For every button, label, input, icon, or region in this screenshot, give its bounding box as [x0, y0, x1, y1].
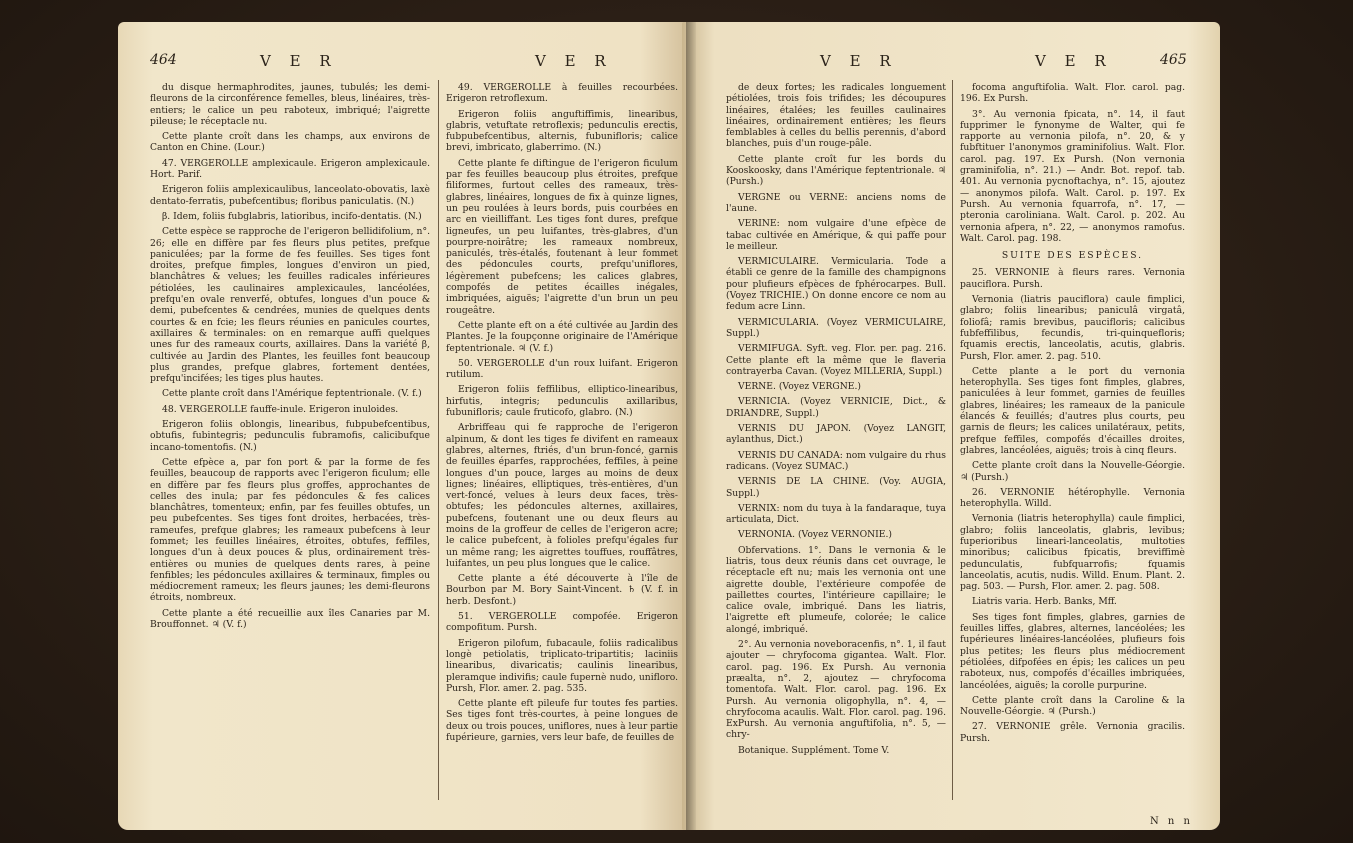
- paragraph: 2°. Au vernonia noveboracenfis, n°. 1, il faut ajouter — chryfocoma gigantea. Walt. Flor. carol. pag. 196. Ex Pursh. Au vernonia præalta, n°. 2, ajoutez — chryfocoma tomentofa. Walt. Flor. carol. pag. 196. Ex Pursh. Au vernonia oligophylla, n°. 4, — chryfocoma acaulis. Walt. Flor. carol. pag. 196. ExPursh. Au vernonia anguftifolia, n°. 5, — chry-: [726, 639, 946, 741]
- paragraph: VERNE. (Voyez VERGNE.): [738, 381, 861, 393]
- paragraph: 3°. Au vernonia fpicata, n°. 14, il faut fupprimer le fynonyme de Walter, qui fe rapporte au vernonia pilofa, n°. 20, & y fubftituer l'anonymos graminifolius. Walt. Flor. carol. pag. 197. Ex Pursh. (Non vernonia graminifolia, n°. 21.) — Andr. Bot. repof. tab. 401. Au vernonia pycnoftachya, n°. 15, ajoutez — anonymos pilofa. Walt. Carol. p. 197. Ex Pursh. Au vernonia fquarrofa, n°. 17, — pteronia caroliniana. Walt. Carol. p. 202. Au vernonia afpera, n°. 22, — anonymos ramofus. Walt. Carol. pag. 198.: [960, 108, 1185, 244]
- left-column-2: [446, 82, 678, 747]
- left-header-left: V E R: [260, 52, 338, 70]
- paragraph: VERNIS DU CANADA: nom vulgaire du rhus radicans. (Voyez SUMAC.): [726, 449, 946, 472]
- left-page-number: 464: [150, 52, 177, 68]
- right-column-rule: [952, 80, 953, 800]
- paragraph: SUITE DES ESPÈCES.: [1001, 250, 1144, 262]
- paragraph: Cette plante fe diftingue de l'erigeron ficulum par fes feuilles beaucoup plus étroites, prefque filiformes, furtout celles des rameaux, très-glabres, linéaires, longues de fix à quinze lignes, un peu roulées à leurs bords, puis courbées en arc en vieilliffant. Les tiges font dures, prefque ligneufes, un peu luifantes, très-glabres, d'un pourpre-noirâtre; les rameaux nombreux, paniculés, très-étalés, foutenant à leur fommet des pédoncules courts, prefqu'uniflores, légèrement pubefcens; les calices glabres, compofés de petites écailles inégales, imbriquées, aiguës; l'aigrette d'un brun un peu rougeâtre.: [446, 157, 678, 316]
- paragraph: VERNIS DU JAPON. (Voyez LANGIT, aylanthus, Dict.): [726, 423, 946, 446]
- paragraph: Ses tiges font fimples, glabres, garnies de feuilles liffes, glabres, alternes, lancéolées; les fupérieures linéaires-lancéolées, plufieurs fois plus petites; les fleurs plus médiocrement pétiolées, difpofées en épis; les calices un peu raboteux, nus, compofés d'écailles imbriquées, lancéolées, aiguës; la corolle purpurine.: [960, 611, 1185, 691]
- paragraph: Cette plante croît fur les bords du Kooskoosky, dans l'Amérique feptentrionale. ♃ (Pursh.): [726, 153, 946, 188]
- paragraph: VERMICULARIA. (Voyez VERMICULAIRE, Suppl.): [726, 316, 946, 339]
- paragraph: Erigeron foliis anguftiffimis, linearibus, glabris, vetuftate retroflexis; pedunculis erectis, fubpubefcentibus, alternis, fubunifloris; calice brevi, imbricato, glaberrimo. (N.): [446, 108, 678, 154]
- signature-mark: N n n: [1150, 816, 1193, 827]
- paragraph: Cette espèce se rapproche de l'erigeron bellidifolium, n°. 26; elle en diffère par fes fleurs plus petites, prefque paniculées; par la forme de fes feuilles. Ses tiges font droites, prefque fimples, longues d'environ un pied, blanchâtres & velues; les feuilles radicales inférieures pétiolées, les caulinaires amplexicaules, lancéolées, prefqu'en ovale renverfé, obtufes, longues d'un pouce & demi, pubefcentes & cendrées, munies de quelques dents courtes & en fcie; les fleurs réunies en panicules courtes, axillaires & terminales: on en remarque auffi quelques unes fur des rameaux courts, axillaires. Dans la variété β, cultivée au Jardin des Plantes, les feuilles font beaucoup plus grandes, prefque glabres, fortement dentées, prefqu'incifées; les tiges plus hautes.: [150, 226, 430, 385]
- paragraph: Cette plante a été découverte à l'île de Bourbon par M. Bory Saint-Vincent. ♄ (V. f. in herb. Desfont.): [446, 573, 678, 607]
- right-header-right: V E R: [1035, 52, 1113, 70]
- paragraph: VERGNE ou VERNE: anciens noms de l'aune.: [726, 191, 946, 214]
- paragraph: 49. VERGEROLLE à feuilles recourbées. Erigeron retroflexum.: [446, 82, 678, 105]
- paragraph: Vernonia (liatris heterophylla) caule fimplici, glabro; foliis lanceolatis, glabris, levibus; fuperioribus lineari-lanceolatis, multoties minoribus; calicibus fpicatis, breviffimè pedunculatis, fubfquarrofis; fquamis lanceolatis, acutis, nudis. Willd. Enum. Plant. 2. pag. 503. — Pursh, Flor. amer. 2. pag. 508.: [960, 513, 1185, 593]
- paragraph: 26. VERNONIE hétérophylle. Vernonia heterophylla. Willd.: [960, 486, 1185, 510]
- paragraph: 50. VERGEROLLE d'un roux luifant. Erigeron rutilum.: [446, 357, 678, 381]
- paragraph: Obfervations. 1°. Dans le vernonia & le liatris, tous deux réunis dans cet ouvrage, le réceptacle eft nu; mais les vernonia ont une aigrette double, l'extérieure compofée de paillettes courtes, l'intérieure capillaire; le calice ovale, imbriqué. Dans les liatris, l'aigrette eft plumeufe, colorée; le calice alongé, imbriqué.: [726, 544, 946, 635]
- paragraph: Arbriffeau qui fe rapproche de l'erigeron alpinum, & dont les tiges fe divifent en rameaux glabres, alternes, ftriés, d'un brun-foncé, garnis de feuilles éparfes, rapprochées, feffiles, à peine longues d'un pouce, larges au moins de deux lignes; linéaires, elliptiques, très-entières, d'un vert-foncé, velues à leurs deux faces, très-obtufes; les pédoncules alternes, axillaires, pubefcens, foutenant une ou deux fleurs au moins de la groffeur de celles de l'erigeron acre; le calice pubefcent, à folioles prefqu'égales fur un même rang; les aigrettes touffues, rouffâtres, luifantes, un peu plus longues que le calice.: [446, 422, 678, 569]
- paragraph: Cette plante croît dans la Nouvelle-Géorgie. ♃ (Pursh.): [960, 460, 1185, 483]
- paragraph: focoma anguftifolia. Walt. Flor. carol. pag. 196. Ex Pursh.: [960, 82, 1185, 105]
- paragraph: 47. VERGEROLLE amplexicaule. Erigeron amplexicaule. Hort. Parif.: [150, 157, 430, 181]
- paragraph: Cette plante a le port du vernonia heterophylla. Ses tiges font fimples, glabres, paniculées à leur fommet, garnies de feuilles glabres, linéaires; les rameaux de la panicule élancés & feuillés; d'autres plus courts, peu garnis de fleurs; les calices unilatéraux, petits, prefque feffiles, compofés d'écailles droites, glabres, lancéolées, aiguës; trois à cinq fleurs.: [960, 365, 1185, 456]
- paragraph: VERNIS DE LA CHINE. (Voy. AUGIA, Suppl.): [726, 476, 946, 499]
- paragraph: Cette plante eft pileufe fur toutes fes parties. Ses tiges font très-courtes, à peine longues de deux ou trois pouces, uniflores, nues à leur partie fupérieure, garnies, vers leur bafe, de feuilles de: [446, 698, 678, 744]
- paragraph: Erigeron pilofum, fubacaule, foliis radicalibus longè petiolatis, triplicato-tripartitis; laciniis linearibus, divaricatis; caulinis linearibus, pleramque indivifis; caule fupernè nudo, unifloro. Pursh, Flor. amer. 2. pag. 535.: [446, 637, 678, 694]
- right-page-number: 465: [1160, 52, 1187, 68]
- paragraph: Vernonia (liatris pauciflora) caule fimplici, glabro; foliis linearibus; paniculâ virgatâ, foliofâ; ramis brevibus, paucifloris; calicibus fubfeffilibus, fecundis, tri-quinquefloris; fquamis erectis, lanceolatis, acutis, glabris. Pursh, Flor. amer. 2. pag. 510.: [960, 294, 1185, 362]
- paragraph: VERNONIA. (Voyez VERNONIE.): [738, 529, 892, 541]
- paragraph: Cette plante eft on a été cultivée au Jardin des Plantes. Je la foupçonne originaire de l'Amérique feptentrionale. ♃ (V. f.): [446, 319, 678, 354]
- paragraph: Cette plante a été recueillie aux îles Canaries par M. Brouffonnet. ♃ (V. f.): [150, 607, 430, 631]
- paragraph: Erigeron foliis feffilibus, elliptico-linearibus, hirfutis, integris; pedunculis axillaribus, fubunifloris; caule fruticofo, glabro. (N.): [446, 384, 678, 419]
- paragraph: VERMIFUGA. Syft. veg. Flor. per. pag. 216. Cette plante eft la même que le flaveria contrayerba Cavan. (Voyez MILLERIA, Suppl.): [726, 343, 946, 377]
- paragraph: Cette plante croît dans les champs, aux environs de Canton en Chine. (Lour.): [150, 131, 430, 154]
- paragraph: 48. VERGEROLLE fauffe-inule. Erigeron inuloides.: [162, 403, 399, 415]
- paragraph: 25. VERNONIE à fleurs rares. Vernonia pauciflora. Pursh.: [960, 267, 1185, 290]
- paragraph: VERNIX: nom du tuya à la fandaraque, tuya articulata, Dict.: [726, 502, 946, 526]
- paragraph: VERINE: nom vulgaire d'une efpèce de tabac cultivée en Amérique, & qui paffe pour le meilleur.: [726, 218, 946, 252]
- left-column-rule: [438, 80, 439, 800]
- paragraph: Liatris varia. Herb. Banks, Mff.: [972, 596, 1117, 608]
- paragraph: du disque hermaphrodites, jaunes, tubulés; les demi-fleurons de la circonférence femelles, bleus, linéaires, très-entiers; le calice un peu raboteux, imbriqué; l'aigrette pileuse; le réceptacle nu.: [150, 82, 430, 127]
- paragraph: 51. VERGEROLLE compofée. Erigeron compofitum. Pursh.: [446, 611, 678, 634]
- paragraph: Erigeron foliis amplexicaulibus, lanceolato-obovatis, laxè dentato-ferratis, pubefcentibus; floribus paniculatis. (N.): [150, 184, 430, 207]
- left-column-1: [150, 82, 430, 634]
- paragraph: VERMICULAIRE. Vermicularia. Tode a établi ce genre de la famille des champignons pour plufieurs efpèces de fphérocarpes. Bull. (Voyez TRICHIE.) On donne encore ce nom au fedum acre Linn.: [726, 256, 946, 313]
- paragraph: Erigeron foliis oblongis, linearibus, fubpubefcentibus, obtufis, fubintegris; pedunculis fubramofis, calicibufque incano-tomentofis. (N.): [150, 419, 430, 453]
- paragraph: de deux fortes; les radicales longuement pétiolées, trois fois trifides; les découpures linéaires, étalées; les feuilles caulinaires linéaires, ordinairement entières; les fleurs femblables à celles du bellis perennis, d'abord blanches, puis d'un rouge-pâle.: [726, 82, 946, 150]
- paragraph: Cette plante croît dans la Caroline & la Nouvelle-Géorgie. ♃ (Pursh.): [960, 694, 1185, 718]
- left-header-right: V E R: [535, 52, 613, 70]
- right-column-2: [960, 82, 1185, 748]
- paragraph: Cette plante croît dans l'Amérique feptentrionale. (V. f.): [162, 388, 422, 400]
- right-column-1: [726, 82, 946, 760]
- paragraph: Botanique. Supplément. Tome V.: [738, 744, 890, 756]
- paragraph: 27. VERNONIE grêle. Vernonia gracilis. Pursh.: [960, 721, 1185, 744]
- right-header-left: V E R: [820, 52, 898, 70]
- paragraph: Cette efpèce a, par fon port & par la forme de fes feuilles, beaucoup de rapports avec l'erigeron ficulum; elle en diffère par fes fleurs plus groffes, approchantes de celles des inula; par fes pédoncules & fes calices blanchâtres, tomenteux; enfin, par fes feuilles obtufes, un peu pubefcentes. Ses tiges font droites, herbacées, très-rameufes, prefque glabres; les rameaux pubefcens à leur fommet; les feuilles linéaires, étroites, obtufes, feffiles, longues d'un à deux pouces & plus, ordinairement très-entières ou munies de quelques dents rares, à peine fenfibles; les pédoncules axillaires & terminaux, fimples ou médiocrement rameux; les fleurs jaunes; les demi-fleurons étroits, nombreux.: [150, 456, 430, 604]
- paragraph: β. Idem, foliis fubglabris, latioribus, incifo-dentatis. (N.): [162, 210, 422, 222]
- book-gutter: [686, 22, 696, 830]
- paragraph: VERNICIA. (Voyez VERNICIE, Dict., & DRIANDRE, Suppl.): [726, 396, 946, 419]
